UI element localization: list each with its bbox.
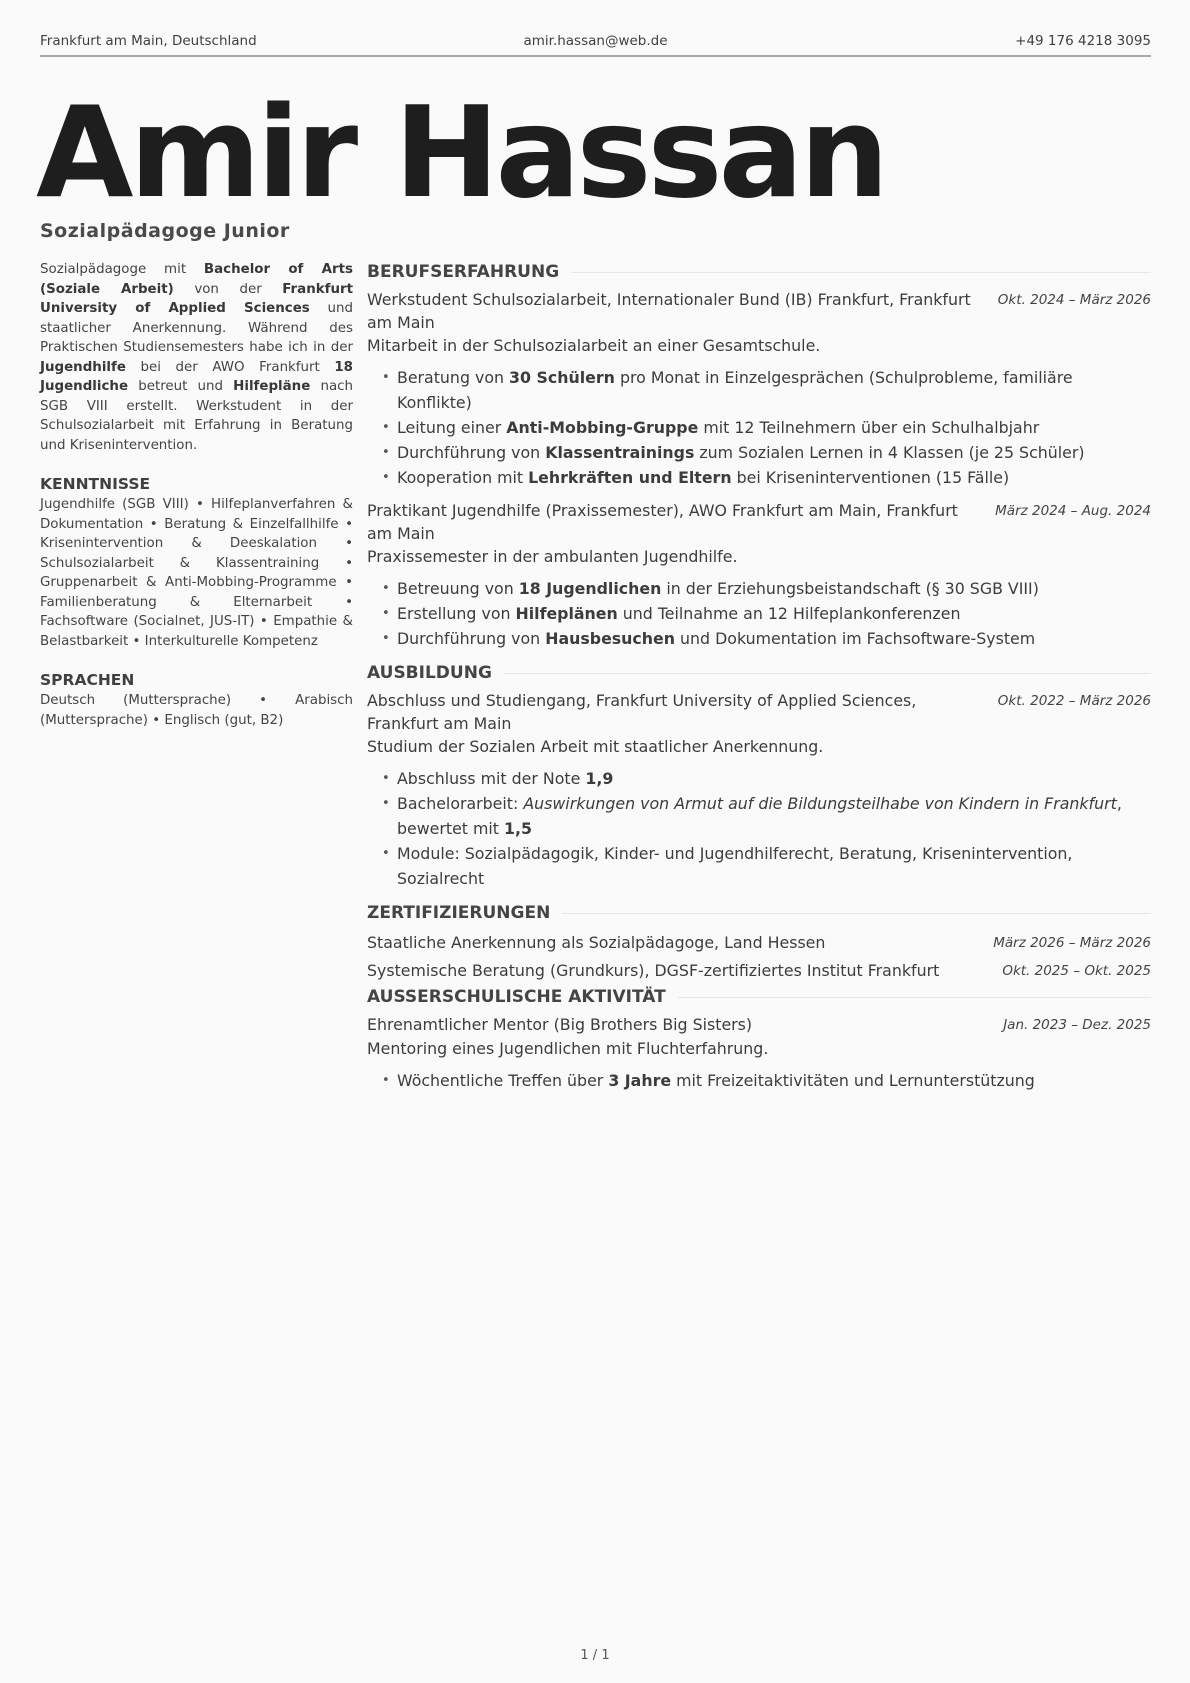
skills-text: Jugendhilfe (SGB VIII) • Hilfeplanverfahren & Dokumentation • Beratung & Einzelfallhilfe • Krisenintervention & Deeskalation • Schulsozialarbeit & Klassentraining • Gruppenarbeit & Anti-Mobbing-Programme • Familienberatung & Elternarbeit • Fachsoftware (Socialnet, JUS-IT) • Empathie & Belastbarkeit • Interkulturelle Kompetenz: [40, 497, 353, 649]
entry: [367, 288, 1151, 490]
left-column: [40, 260, 353, 730]
bullet-item: • Durchführung von Klassentrainings zum Sozialen Lernen in 4 Klassen (je 25 Schüler): [397, 440, 1151, 465]
certifications-list: [367, 929, 1151, 985]
entry-title: Ehrenamtlicher Mentor (Big Brothers Big Sisters): [367, 1015, 753, 1034]
bullet-item: • Abschluss mit der Note 1,9: [397, 766, 1151, 791]
entry: [367, 499, 1151, 651]
bullet-item: • Durchführung von Hausbesuchen und Dokumentation im Fachsoftware-System: [397, 626, 1151, 651]
entry-date: März 2024 – Aug. 2024: [995, 503, 1151, 519]
section-rule: [562, 913, 1151, 914]
cert-date: Okt. 2025 – Okt. 2025: [1002, 963, 1151, 979]
activities-list: [367, 1013, 1151, 1093]
bullet-item: • Betreuung von 18 Jugendlichen in der Erziehungsbeistandschaft (§ 30 SGB VIII): [397, 576, 1151, 601]
contact-bar: [40, 31, 1151, 57]
section-certifications: [367, 901, 1151, 925]
languages-heading: SPRACHEN: [40, 671, 135, 689]
entry-description: Praxissemester in der ambulanten Jugendhilfe.: [367, 547, 738, 566]
location: Frankfurt am Main, Deutschland: [40, 33, 257, 49]
languages-text: Deutsch (Muttersprache) • Arabisch (Muttersprache) • Englisch (gut, B2): [40, 693, 353, 728]
bullet-list: [367, 766, 1151, 891]
candidate-name: Amir Hassan: [36, 79, 886, 226]
entry-title: Werkstudent Schulsozialarbeit, Internationaler Bund (IB) Frankfurt, Frankfurt am Main: [367, 290, 971, 332]
page-number: 1 / 1: [580, 1648, 610, 1663]
bullet-list: [367, 576, 1151, 651]
entry-title: Abschluss und Studiengang, Frankfurt University of Applied Sciences, Frankfurt am Main: [367, 691, 917, 733]
section-heading: AUSBILDUNG: [367, 662, 492, 683]
entry: [367, 1013, 1151, 1093]
education-list: [367, 689, 1151, 891]
cert-row: [367, 957, 1151, 985]
skills-heading: KENNTNISSE: [40, 475, 151, 493]
section-activities: [367, 985, 1151, 1009]
entry-date: Okt. 2022 – März 2026: [997, 693, 1151, 709]
bullet-list: [367, 365, 1151, 490]
cert-title: Staatliche Anerkennung als Sozialpädagoge, Land Hessen: [367, 933, 826, 952]
experience-list: [367, 288, 1151, 651]
section-rule: [504, 673, 1151, 674]
cert-title: Systemische Beratung (Grundkurs), DGSF-zertifiziertes Institut Frankfurt: [367, 961, 940, 980]
bullet-item: • Leitung einer Anti-Mobbing-Gruppe mit 12 Teilnehmern über ein Schulhalbjahr: [397, 415, 1151, 440]
entry-date: Jan. 2023 – Dez. 2025: [1003, 1017, 1151, 1033]
summary: Sozialpädagoge mit Bachelor of Arts (Soziale Arbeit) von der Frankfurt University of Applied Sciences und staatlicher Anerkennung. Während des Praktischen Studiensemesters habe ich in der Jugendhilfe bei der AWO Frankfurt 18 Jugendliche betreut und Hilfepläne nach SGB VIII erstellt. Werkstudent in der Schulsozialarbeit mit Erfahrung in Beratung und Krisenintervention.: [40, 262, 353, 453]
email[interactable]: amir.hassan@web.de: [523, 33, 668, 49]
cert-date: März 2026 – März 2026: [993, 935, 1151, 951]
bullet-item: • Bachelorarbeit: Auswirkungen von Armut auf die Bildungsteilhabe von Kindern in Frankfurt, bewertet mit 1,5: [397, 791, 1151, 841]
entry-description: Mitarbeit in der Schulsozialarbeit an einer Gesamtschule.: [367, 336, 821, 355]
bullet-item: • Module: Sozialpädagogik, Kinder- und Jugendhilferecht, Beratung, Krisenintervention, Sozialrecht: [397, 841, 1151, 891]
bullet-item: • Beratung von 30 Schülern pro Monat in Einzelgesprächen (Schulprobleme, familiäre Konflikte): [397, 365, 1151, 415]
section-rule: [678, 997, 1151, 998]
entry-title: Praktikant Jugendhilfe (Praxissemester), AWO Frankfurt am Main, Frankfurt am Main: [367, 501, 958, 543]
entry-date: Okt. 2024 – März 2026: [997, 292, 1151, 308]
right-column: [367, 260, 1151, 1093]
section-heading: BERUFSERFAHRUNG: [367, 261, 560, 282]
section-heading: AUSSERSCHULISCHE AKTIVITÄT: [367, 986, 666, 1007]
bullet-item: • Wöchentliche Treffen über 3 Jahre mit Freizeitaktivitäten und Lernunterstützung: [397, 1068, 1151, 1093]
section-rule: [571, 272, 1151, 273]
job-subtitle: Sozialpädagoge Junior: [40, 220, 290, 242]
bullet-list: [367, 1068, 1151, 1093]
entry: [367, 689, 1151, 891]
phone[interactable]: +49 176 4218 3095: [1015, 33, 1151, 49]
cert-row: [367, 929, 1151, 957]
bullet-item: • Kooperation mit Lehrkräften und Eltern bei Kriseninterventionen (15 Fälle): [397, 465, 1151, 490]
bullet-item: • Erstellung von Hilfeplänen und Teilnahme an 12 Hilfeplankonferenzen: [397, 601, 1151, 626]
entry-description: Studium der Sozialen Arbeit mit staatlicher Anerkennung.: [367, 737, 824, 756]
section-heading: ZERTIFIZIERUNGEN: [367, 902, 551, 923]
entry-description: Mentoring eines Jugendlichen mit Fluchterfahrung.: [367, 1039, 769, 1058]
section-experience: [367, 260, 1151, 284]
section-education: [367, 661, 1151, 685]
